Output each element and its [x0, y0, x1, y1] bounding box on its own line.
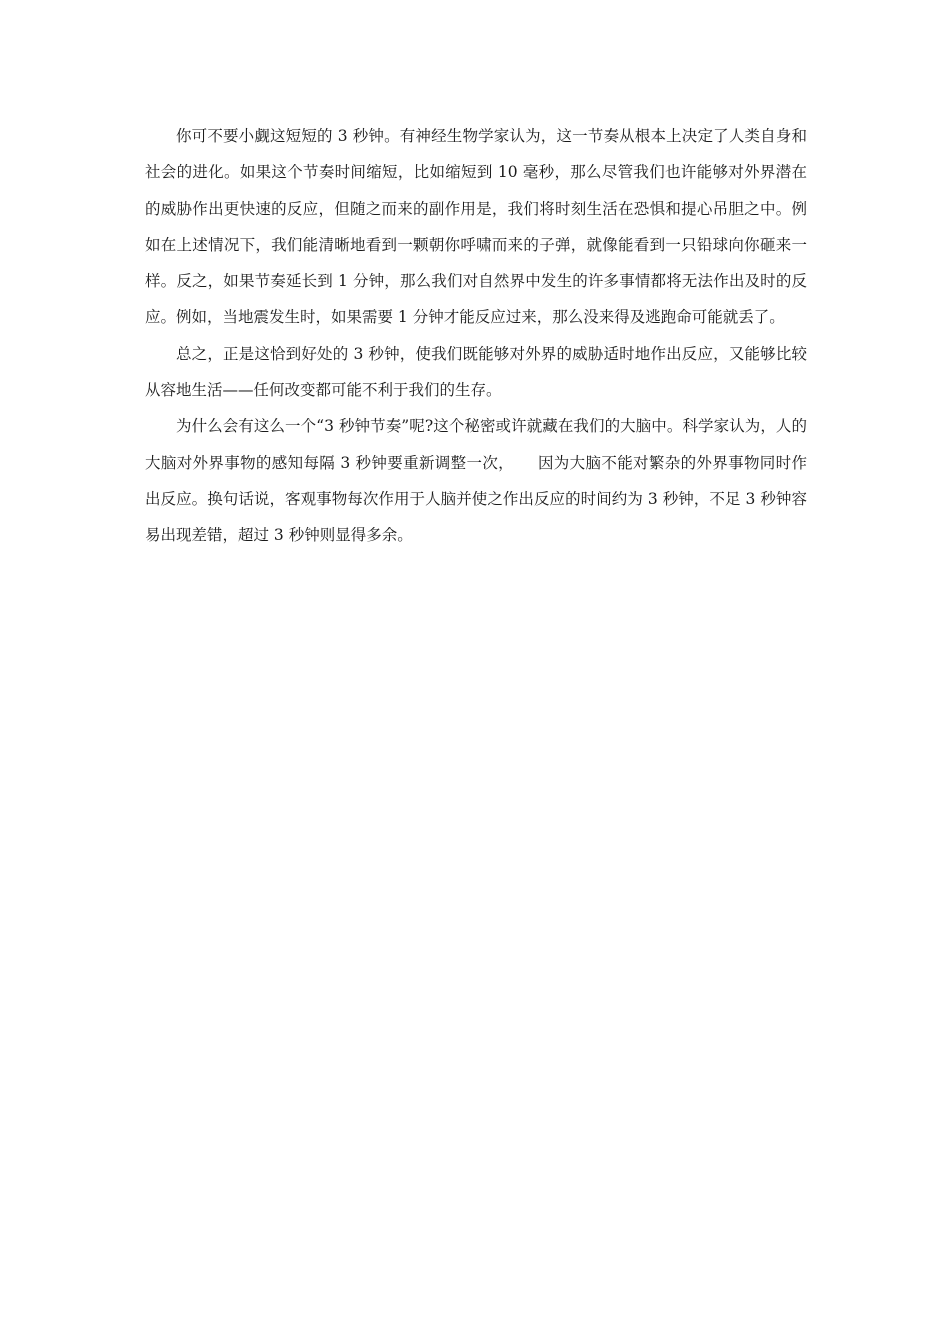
paragraph-conclusion: 总之，正是这恰到好处的 3 秒钟，使我们既能够对外界的威胁适时地作出反应，又能够比较从容地生活——任何改变都可能不利于我们的生存。	[145, 344, 807, 400]
article-body	[145, 118, 807, 554]
paragraph-three-seconds-significance: 你可不要小觑这短短的 3 秒钟。有神经生物学家认为，这一节奏从根本上决定了人类自身和社会的进化。如果这个节奏时间缩短，比如缩短到 10 毫秒，那么尽管我们也许能够对外界潜在的威胁作出更快速的反应，但随之而来的副作用是，我们将时刻生活在恐惧和提心吊胆之中。例如在上述情况下，我们能清晰地看到一颗朝你呼啸而来的子弹，就像能看到一只铅球向你砸来一样。反之，如果节奏延长到 1 分钟，那么我们对自然界中发生的许多事情都将无法作出及时的反应。例如，当地震发生时，如果需要 1 分钟才能反应过来，那么没来得及逃跑命可能就丢了。	[145, 127, 807, 327]
paragraph-brain-explanation: 为什么会有这么一个“3 秒钟节奏”呢?这个秘密或许就藏在我们的大脑中。科学家认为，人的大脑对外界事物的感知每隔 3 秒钟要重新调整一次， 因为大脑不能对繁杂的外界事物同时作出反应。换句话说，客观事物每次作用于人脑并使之作出反应的时间约为 3 秒钟，不足 3 秒钟容易出现差错，超过 3 秒钟则显得多余。	[145, 417, 807, 545]
